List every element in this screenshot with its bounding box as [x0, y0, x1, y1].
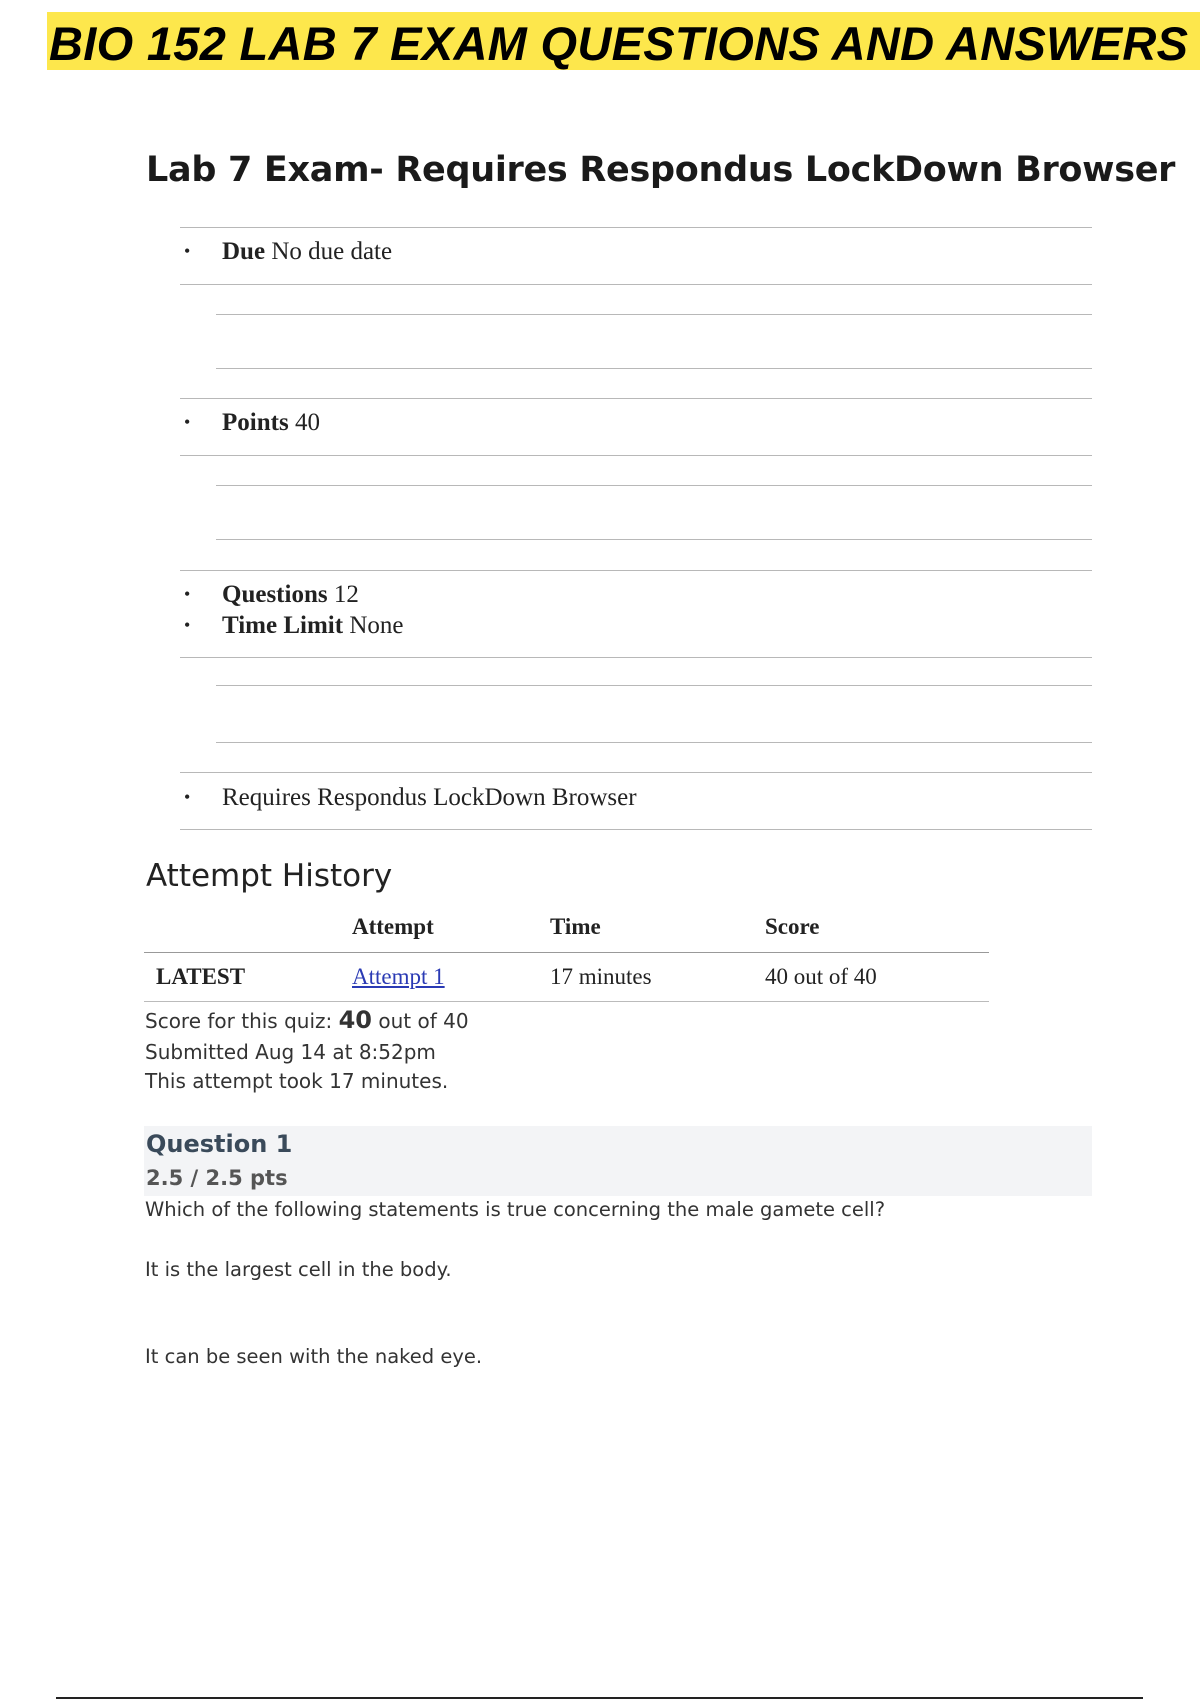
detail-time-limit — [180, 612, 403, 640]
divider — [180, 227, 1092, 228]
bullet-icon: • — [184, 583, 191, 604]
question-header — [144, 1126, 1092, 1196]
answer-option[interactable]: It is the largest cell in the body. — [145, 1258, 452, 1281]
requirement-text: Requires Respondus LockDown Browser — [222, 784, 637, 811]
time-limit-value: None — [349, 612, 404, 639]
divider — [216, 539, 1092, 540]
attempt-history-table — [144, 902, 989, 1002]
column-header-blank — [144, 902, 352, 953]
divider — [180, 284, 1092, 285]
questions-value: 12 — [333, 581, 359, 608]
detail-points — [180, 409, 320, 437]
column-header-time: Time — [550, 902, 765, 953]
duration-line: This attempt took 17 minutes. — [145, 1069, 449, 1093]
divider — [180, 829, 1092, 830]
attempt-cell — [352, 953, 550, 1002]
page-bottom-rule — [56, 1697, 1143, 1699]
time-cell: 17 minutes — [550, 953, 765, 1002]
table-row — [144, 953, 989, 1002]
column-header-attempt: Attempt — [352, 902, 550, 953]
divider — [180, 398, 1092, 399]
question-title: Question 1 — [146, 1130, 293, 1158]
score-cell: 40 out of 40 — [765, 953, 989, 1002]
detail-requirement — [180, 784, 637, 812]
answer-option[interactable]: It can be seen with the naked eye. — [145, 1345, 483, 1368]
quiz-score-line — [145, 1006, 469, 1034]
latest-label: LATEST — [144, 953, 352, 1002]
divider — [216, 742, 1092, 743]
bullet-icon: • — [184, 411, 191, 432]
divider — [216, 685, 1092, 686]
bullet-icon: • — [184, 786, 191, 807]
bullet-icon: • — [184, 614, 191, 635]
document-banner — [47, 12, 1200, 70]
score-suffix: out of 40 — [378, 1009, 469, 1033]
time-limit-label: Time Limit — [222, 612, 344, 639]
score-prefix: Score for this quiz: — [145, 1009, 333, 1033]
divider — [216, 314, 1092, 315]
score-value: 40 — [338, 1006, 373, 1034]
attempt-history-heading: Attempt History — [146, 858, 393, 894]
points-label: Points — [222, 409, 289, 436]
divider — [180, 570, 1092, 571]
divider — [216, 368, 1092, 369]
table-header-row — [144, 902, 989, 953]
question-prompt: Which of the following statements is true concerning the male gamete cell? — [145, 1198, 886, 1221]
bullet-icon: • — [184, 240, 191, 261]
submitted-line: Submitted Aug 14 at 8:52pm — [145, 1040, 436, 1064]
detail-questions — [180, 581, 359, 609]
divider — [216, 485, 1092, 486]
divider — [180, 455, 1092, 456]
banner-title: BIO 152 LAB 7 EXAM QUESTIONS AND ANSWERS — [49, 17, 1189, 70]
divider — [180, 772, 1092, 773]
divider — [180, 657, 1092, 658]
questions-label: Questions — [222, 581, 328, 608]
points-value: 40 — [294, 409, 320, 436]
due-label: Due — [222, 238, 266, 265]
question-points: 2.5 / 2.5 pts — [146, 1166, 288, 1190]
due-value: No due date — [271, 238, 393, 265]
attempt-link[interactable]: Attempt 1 — [352, 964, 445, 989]
detail-due — [180, 238, 392, 266]
exam-title: Lab 7 Exam- Requires Respondus LockDown Browser — [146, 150, 1176, 190]
column-header-score: Score — [765, 902, 989, 953]
